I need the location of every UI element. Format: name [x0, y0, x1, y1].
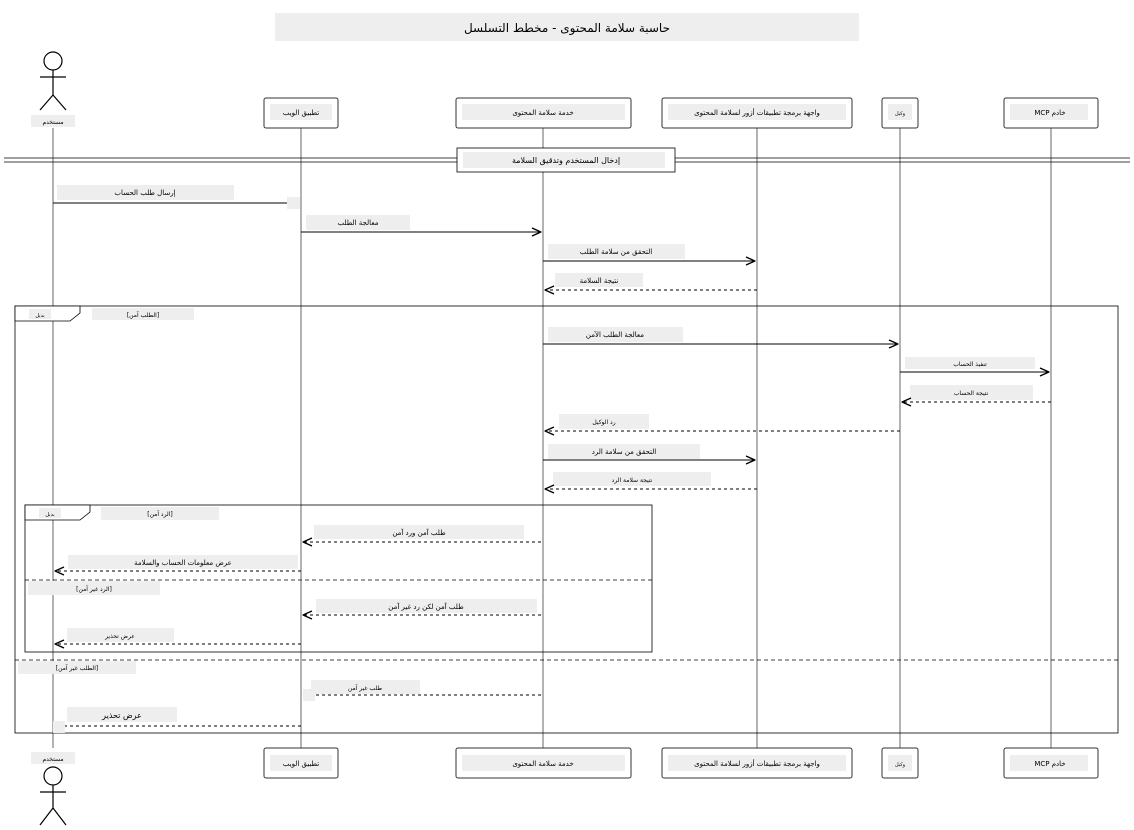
participant-agent-bottom: [882, 748, 918, 778]
participant-mcp-bottom: [1004, 748, 1098, 778]
participant-agent-top: [882, 98, 918, 128]
participant-label: وكيل: [894, 762, 906, 768]
participant-label: خادم MCP: [1034, 760, 1066, 768]
message-label-m9: التحقق من سلامة الرد: [591, 448, 657, 456]
participant-azure-bottom: [662, 748, 852, 778]
lifelines: [53, 128, 1051, 748]
title-text: حاسبة سلامة المحتوى - مخطط التسلسل: [463, 21, 671, 35]
participant-safety-top: [456, 98, 631, 128]
fragment-condition: [الرد آمن]: [147, 511, 173, 518]
message-label-m15: طلب غير آمن: [347, 685, 383, 692]
message-label-m11: طلب آمن ورد آمن: [392, 529, 446, 537]
message-label-m2: معالجة الطلب: [337, 219, 379, 227]
fragment-else-condition: [الطلب غير آمن]: [55, 665, 99, 672]
participant-mcp-top: [1004, 98, 1098, 128]
message-label-m14: عرض تحذير: [105, 633, 135, 640]
participant-safety-bottom: [456, 748, 631, 778]
fragment-keyword: بديل: [35, 313, 45, 319]
participant-label: وكيل: [894, 111, 906, 117]
section-divider: [4, 148, 1130, 172]
participant-label: واجهة برمجة تطبيقات أزور لسلامة المحتوى: [694, 109, 820, 117]
participant-webapp-bottom: [264, 748, 338, 778]
message-label-m1: إرسال طلب الحساب: [114, 189, 176, 197]
participant-label: خادم MCP: [1034, 109, 1066, 117]
message-label-m6: تنفيذ الحساب: [953, 361, 987, 368]
fragment-condition: [الطلب آمن]: [126, 312, 160, 319]
message-label-m5: معالجة الطلب الآمن: [585, 331, 645, 339]
participant-azure-top: [662, 98, 852, 128]
section-divider-label: إدخال المستخدم وتدقيق السلامة: [511, 156, 621, 165]
message-label-m13: طلب آمن لكن رد غير آمن: [388, 603, 464, 611]
message-label-m4: نتيجة السلامة: [579, 277, 619, 285]
actor-label-bottom: مستخدم: [42, 756, 64, 763]
fragment-else-condition: [الرد غير آمن]: [76, 586, 112, 593]
message-label-m7: نتيجة الحساب: [953, 390, 989, 397]
participant-webapp-top: [264, 98, 338, 128]
actor-user-top: [31, 52, 75, 127]
participant-label: خدمة سلامة المحتوى: [512, 109, 574, 117]
stick-figure-icon: [40, 767, 66, 825]
participant-label: واجهة برمجة تطبيقات أزور لسلامة المحتوى: [694, 760, 820, 768]
participant-label: خدمة سلامة المحتوى: [512, 760, 574, 768]
participant-label: تطبيق الويب: [282, 109, 320, 117]
actor-label-top: مستخدم: [42, 119, 64, 126]
stick-figure-icon: [40, 52, 66, 110]
message-label-m10: نتيجة سلامة الرد: [611, 477, 653, 484]
message-label-m16: عرض تحذير: [102, 711, 142, 720]
fragment-keyword: بديل: [45, 512, 55, 518]
message-label-m12: عرض معلومات الحساب والسلامة: [134, 559, 232, 567]
message-label-m3: التحقق من سلامة الطلب: [579, 248, 653, 256]
participant-label: تطبيق الويب: [282, 760, 320, 768]
message-label-m8: رد الوكيل: [592, 419, 616, 426]
diagram-title: [275, 13, 859, 41]
messages: [53, 185, 1051, 733]
actor-user-bottom: [31, 752, 75, 825]
